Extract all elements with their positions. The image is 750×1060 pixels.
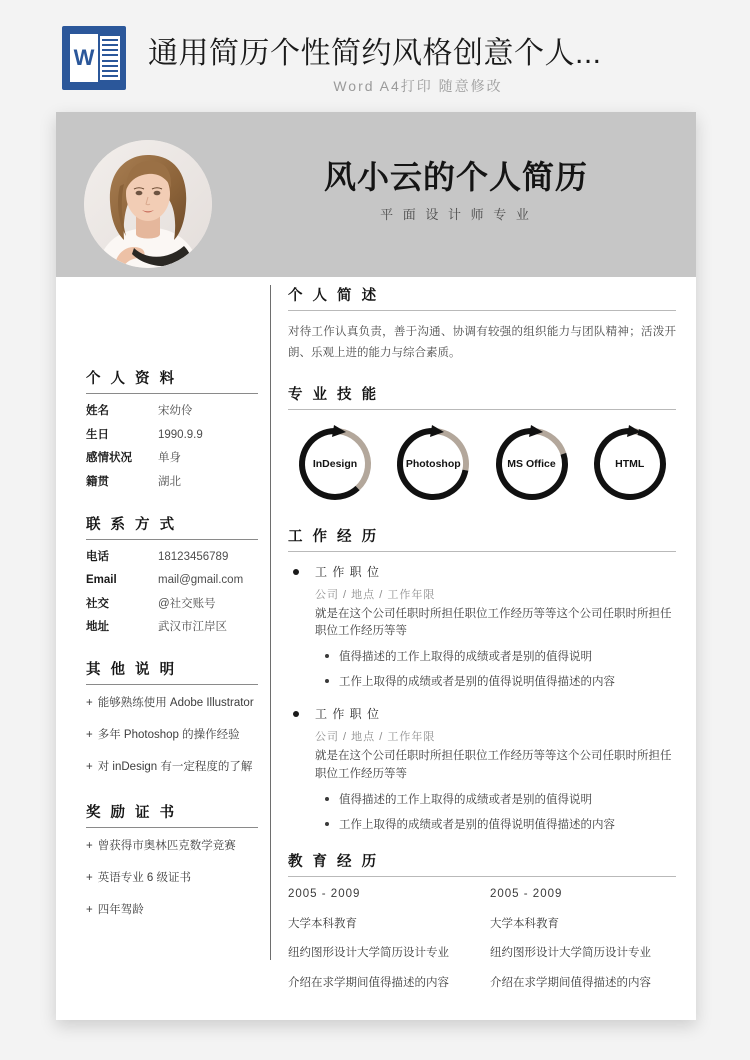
section-rule bbox=[86, 827, 258, 828]
info-key: 籍贯 bbox=[86, 475, 109, 488]
info-row bbox=[86, 405, 258, 418]
section-rule bbox=[288, 310, 676, 311]
education-note: 介绍在求学期间值得描述的内容 bbox=[288, 977, 449, 990]
skill-label: HTML bbox=[615, 457, 645, 470]
work-point bbox=[315, 816, 676, 832]
info-value: 武汉市江岸区 bbox=[158, 621, 227, 634]
skill-label: InDesign bbox=[312, 457, 358, 470]
info-value: @社交账号 bbox=[158, 597, 216, 610]
work-item bbox=[288, 705, 676, 832]
skill-label: Photoshop bbox=[405, 457, 461, 470]
section-rule bbox=[288, 551, 676, 552]
info-row bbox=[86, 452, 258, 465]
section-rule bbox=[288, 876, 676, 877]
resume-sheet bbox=[56, 112, 696, 1020]
info-key: Email bbox=[86, 574, 117, 587]
work-item-head bbox=[288, 705, 676, 722]
right-column bbox=[288, 284, 676, 1025]
info-value: 湖北 bbox=[158, 475, 181, 488]
work-item-desc: 就是在这个公司任职时所担任职位工作经历等等这个公司任职时所担任职位工作经历等等 bbox=[315, 607, 672, 638]
list-item bbox=[86, 728, 258, 743]
work-item-head bbox=[288, 563, 676, 580]
work-item-body bbox=[315, 728, 676, 832]
skill-gauge bbox=[583, 421, 676, 507]
list-item-label: 能够熟练使用 Adobe Illustrator bbox=[97, 697, 254, 710]
list-item bbox=[86, 839, 258, 854]
list-item-label: 曾获得市奥林匹克数学竞赛 bbox=[97, 839, 236, 852]
list-item bbox=[86, 871, 258, 886]
work-point bbox=[315, 648, 676, 664]
work-item-title: 工 作 职 位 bbox=[315, 707, 381, 722]
section-title: 个 人 简 述 bbox=[288, 288, 380, 304]
column-divider bbox=[270, 285, 271, 960]
education-school: 纽约图形设计大学简历设计专业 bbox=[490, 947, 651, 960]
plus-icon: + bbox=[86, 729, 93, 742]
section-contact bbox=[86, 513, 258, 635]
bullet-dot-icon bbox=[325, 679, 329, 683]
bullet-icon bbox=[293, 569, 299, 575]
word-icon-page bbox=[70, 34, 98, 82]
list-item-label: 多年 Photoshop 的操作经验 bbox=[97, 729, 240, 742]
list-item bbox=[86, 760, 258, 775]
education-note: 介绍在求学期间值得描述的内容 bbox=[490, 977, 651, 990]
section-title: 教 育 经 历 bbox=[288, 853, 380, 870]
section-title: 工 作 经 历 bbox=[288, 528, 380, 545]
work-item-desc: 就是在这个公司任职时所担任职位工作经历等等这个公司任职时所担任职位工作经历等等 bbox=[315, 750, 672, 780]
list-item bbox=[86, 903, 258, 918]
plus-icon: + bbox=[86, 697, 93, 710]
bullet-icon bbox=[293, 711, 299, 717]
info-key: 感情状况 bbox=[86, 452, 132, 465]
education-grid bbox=[288, 888, 676, 1007]
info-value: 18123456789 bbox=[158, 550, 229, 563]
info-row bbox=[86, 476, 258, 489]
section-title: 个 人 资 料 bbox=[86, 371, 178, 387]
list-item-label: 对 inDesign 有一定程度的了解 bbox=[97, 761, 253, 773]
work-item-points bbox=[315, 648, 676, 689]
word-icon-letter: W bbox=[73, 45, 95, 70]
section-personal-info bbox=[86, 367, 258, 489]
page-title: 通用简历个性简约风格创意个人... bbox=[148, 37, 602, 70]
work-item-meta: 公司 / 地点 / 工作年限 bbox=[315, 731, 436, 744]
section-skills bbox=[288, 383, 676, 507]
page-header bbox=[0, 0, 750, 110]
education-degree: 大学本科教育 bbox=[490, 917, 559, 930]
section-education bbox=[288, 850, 676, 1007]
word-doc-icon bbox=[62, 26, 126, 90]
section-rule bbox=[86, 539, 258, 540]
skill-gauge bbox=[288, 421, 381, 507]
section-awards bbox=[86, 801, 258, 918]
education-entry bbox=[490, 888, 676, 1007]
list-item bbox=[86, 696, 258, 711]
info-value: 单身 bbox=[158, 452, 181, 465]
education-year: 2005 - 2009 bbox=[490, 887, 563, 900]
skill-gauge bbox=[386, 421, 479, 507]
info-row bbox=[86, 621, 258, 634]
summary-text: 对待工作认真负责，善于沟通、协调有较强的组织能力与团队精神；活泼开朗、乐观上进的能力与综合素质。 bbox=[288, 326, 676, 360]
info-row bbox=[86, 598, 258, 611]
plus-icon: + bbox=[86, 761, 93, 773]
work-item-body bbox=[315, 586, 676, 690]
work-item-points bbox=[315, 791, 676, 832]
section-title: 其 他 说 明 bbox=[86, 662, 178, 679]
work-point-label: 值得描述的工作上取得的成绩或者是别的值得说明 bbox=[339, 651, 592, 664]
plus-icon: + bbox=[86, 903, 93, 916]
work-point-label: 值得描述的工作上取得的成绩或者是别的值得说明 bbox=[339, 793, 592, 806]
plus-icon: + bbox=[86, 839, 93, 852]
bullet-dot-icon bbox=[325, 822, 329, 826]
resume-profession: 平 面 设 计 师 专 业 bbox=[380, 207, 532, 222]
skills-list bbox=[288, 421, 676, 507]
list-item-label: 四年驾龄 bbox=[97, 903, 144, 916]
work-point bbox=[315, 673, 676, 689]
section-summary bbox=[288, 284, 676, 365]
section-rule bbox=[288, 409, 676, 410]
section-rule bbox=[86, 393, 258, 394]
list-item-label: 英语专业 6 级证书 bbox=[97, 871, 192, 884]
info-value: 宋幼伶 bbox=[158, 405, 193, 417]
work-item bbox=[288, 563, 676, 690]
skill-gauge bbox=[485, 421, 578, 507]
education-degree: 大学本科教育 bbox=[288, 917, 357, 930]
word-icon-lines bbox=[100, 36, 120, 80]
work-item-title: 工 作 职 位 bbox=[315, 564, 381, 579]
education-entry bbox=[288, 888, 474, 1007]
info-key: 生日 bbox=[86, 428, 109, 441]
info-key: 社交 bbox=[86, 597, 109, 610]
section-work-experience bbox=[288, 525, 676, 832]
page-subtitle: Word A4打印 随意修改 bbox=[333, 78, 503, 94]
bullet-dot-icon bbox=[325, 654, 329, 658]
resume-name-title: 风小云的个人简历 bbox=[323, 159, 588, 195]
section-rule bbox=[86, 684, 258, 685]
section-title: 联 系 方 式 bbox=[86, 516, 178, 533]
education-year: 2005 - 2009 bbox=[288, 887, 361, 900]
work-point-label: 工作上取得的成绩或者是别的值得说明值得描述的内容 bbox=[339, 676, 615, 689]
avatar bbox=[84, 140, 212, 268]
info-row bbox=[86, 574, 258, 587]
info-value: 1990.9.9 bbox=[158, 428, 203, 441]
resume-banner bbox=[56, 112, 696, 277]
left-column bbox=[86, 367, 258, 936]
skill-label: MS Office bbox=[507, 457, 556, 470]
info-row bbox=[86, 551, 258, 564]
info-key: 电话 bbox=[86, 550, 109, 563]
work-item-meta: 公司 / 地点 / 工作年限 bbox=[315, 588, 436, 601]
info-row bbox=[86, 429, 258, 442]
bullet-dot-icon bbox=[325, 797, 329, 801]
section-title: 专 业 技 能 bbox=[288, 386, 380, 403]
info-key: 姓名 bbox=[86, 405, 109, 417]
plus-icon: + bbox=[86, 871, 93, 884]
info-key: 地址 bbox=[86, 621, 109, 634]
info-value: mail@gmail.com bbox=[158, 574, 244, 587]
work-point-label: 工作上取得的成绩或者是别的值得说明值得描述的内容 bbox=[339, 818, 615, 831]
section-other-notes bbox=[86, 658, 258, 775]
education-school: 纽约图形设计大学简历设计专业 bbox=[288, 947, 449, 960]
work-point bbox=[315, 791, 676, 807]
section-title: 奖 励 证 书 bbox=[86, 804, 178, 821]
